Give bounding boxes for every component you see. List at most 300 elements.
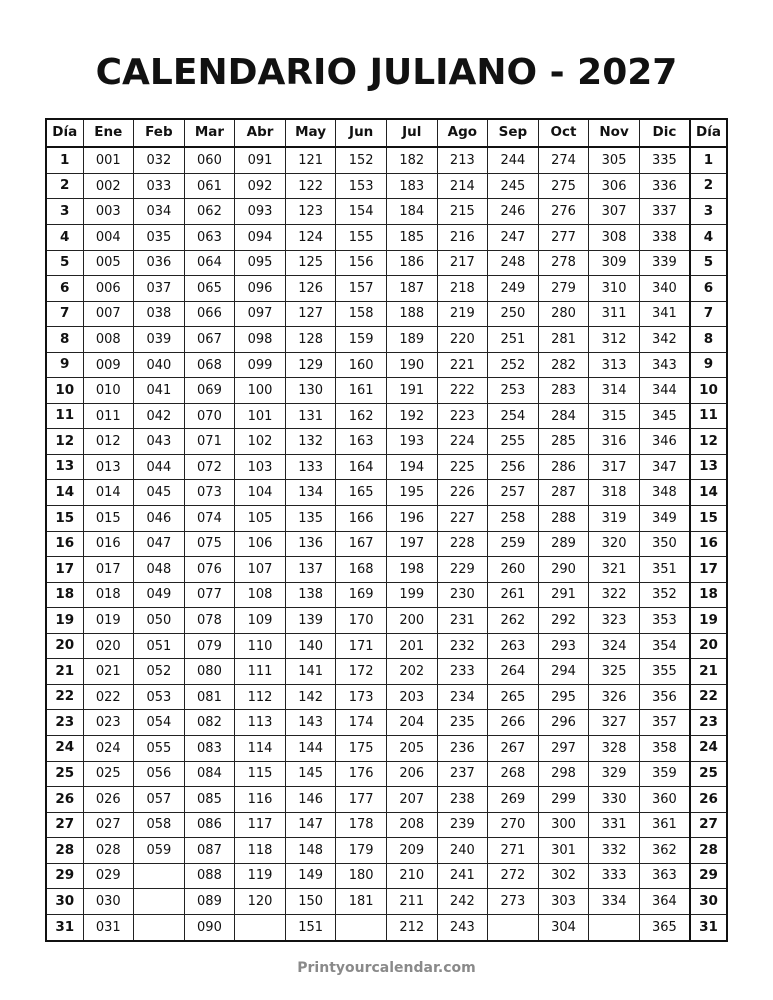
table-row: [46, 838, 727, 864]
julian-day-cell: 289: [538, 531, 589, 557]
julian-day-cell: 126: [285, 276, 336, 302]
julian-day-cell: 326: [589, 684, 640, 710]
julian-day-cell: 052: [134, 659, 185, 685]
julian-day-cell: 221: [437, 352, 488, 378]
julian-day-cell: 308: [589, 225, 640, 251]
table-row: [46, 199, 727, 225]
julian-day-cell: 242: [437, 889, 488, 915]
julian-day-cell: 177: [336, 787, 387, 813]
table-row: [46, 327, 727, 353]
day-number-cell: 5: [46, 250, 83, 276]
header-cell-nov: Nov: [589, 119, 640, 147]
julian-day-cell: 330: [589, 787, 640, 813]
julian-day-cell: 296: [538, 710, 589, 736]
julian-day-cell: 290: [538, 557, 589, 583]
julian-day-cell: 355: [639, 659, 690, 685]
julian-day-cell: 139: [285, 608, 336, 634]
julian-day-cell: 226: [437, 480, 488, 506]
julian-day-cell: 128: [285, 327, 336, 353]
day-number-cell: 19: [690, 608, 727, 634]
julian-day-cell: 021: [83, 659, 134, 685]
header-cell-day: Día: [46, 119, 83, 147]
julian-day-cell: 223: [437, 403, 488, 429]
julian-day-cell: 287: [538, 480, 589, 506]
julian-day-cell: 192: [386, 403, 437, 429]
day-number-cell: 23: [690, 710, 727, 736]
julian-day-cell: 164: [336, 454, 387, 480]
julian-day-cell: 214: [437, 173, 488, 199]
julian-day-cell: 244: [488, 147, 539, 173]
julian-day-cell: 036: [134, 250, 185, 276]
julian-day-cell: 312: [589, 327, 640, 353]
julian-day-cell: 004: [83, 225, 134, 251]
day-number-cell: 10: [690, 378, 727, 404]
julian-day-cell: 190: [386, 352, 437, 378]
julian-day-cell: 328: [589, 735, 640, 761]
julian-day-cell: 157: [336, 276, 387, 302]
julian-day-cell: 299: [538, 787, 589, 813]
julian-day-cell: 151: [285, 914, 336, 941]
julian-day-cell: 091: [235, 147, 286, 173]
julian-day-cell: 102: [235, 429, 286, 455]
julian-day-cell: 107: [235, 557, 286, 583]
julian-day-cell: 325: [589, 659, 640, 685]
julian-day-cell: 117: [235, 812, 286, 838]
julian-day-cell: 305: [589, 147, 640, 173]
julian-day-cell: 259: [488, 531, 539, 557]
julian-day-cell: 249: [488, 276, 539, 302]
julian-day-cell: 204: [386, 710, 437, 736]
julian-day-cell: 185: [386, 225, 437, 251]
julian-day-cell: 274: [538, 147, 589, 173]
julian-day-cell: 277: [538, 225, 589, 251]
julian-day-cell: 188: [386, 301, 437, 327]
table-row: [46, 454, 727, 480]
julian-day-cell: 088: [184, 863, 235, 889]
day-number-cell: 1: [690, 147, 727, 173]
day-number-cell: 6: [46, 276, 83, 302]
julian-day-cell: 120: [235, 889, 286, 915]
julian-day-cell: 124: [285, 225, 336, 251]
table-row: [46, 914, 727, 941]
day-number-cell: 1: [46, 147, 83, 173]
julian-day-cell: 340: [639, 276, 690, 302]
julian-day-cell: 122: [285, 173, 336, 199]
julian-day-cell: 002: [83, 173, 134, 199]
julian-calendar-table: [45, 118, 728, 942]
day-number-cell: 12: [46, 429, 83, 455]
julian-day-cell: 245: [488, 173, 539, 199]
julian-day-cell: 253: [488, 378, 539, 404]
julian-day-cell: 109: [235, 608, 286, 634]
julian-day-cell: 295: [538, 684, 589, 710]
julian-day-cell: 096: [235, 276, 286, 302]
julian-day-cell: 240: [437, 838, 488, 864]
julian-day-cell: 072: [184, 454, 235, 480]
julian-day-cell: 362: [639, 838, 690, 864]
julian-day-cell: 251: [488, 327, 539, 353]
julian-day-cell: 197: [386, 531, 437, 557]
julian-day-cell: 319: [589, 506, 640, 532]
header-cell-feb: Feb: [134, 119, 185, 147]
julian-day-cell: 061: [184, 173, 235, 199]
julian-day-cell: 220: [437, 327, 488, 353]
julian-day-cell: 238: [437, 787, 488, 813]
table-row: [46, 225, 727, 251]
julian-day-cell: 038: [134, 301, 185, 327]
julian-day-cell: 205: [386, 735, 437, 761]
day-number-cell: 30: [46, 889, 83, 915]
table-row: [46, 531, 727, 557]
julian-day-cell: 150: [285, 889, 336, 915]
julian-day-cell: 037: [134, 276, 185, 302]
table-row: [46, 276, 727, 302]
julian-day-cell: 288: [538, 506, 589, 532]
julian-day-cell: 166: [336, 506, 387, 532]
day-number-cell: 15: [690, 506, 727, 532]
day-number-cell: 18: [46, 582, 83, 608]
table-row: [46, 812, 727, 838]
julian-day-cell: 118: [235, 838, 286, 864]
julian-day-cell: 216: [437, 225, 488, 251]
julian-day-cell: 087: [184, 838, 235, 864]
julian-day-cell: 349: [639, 506, 690, 532]
julian-day-cell: 237: [437, 761, 488, 787]
julian-day-cell: 008: [83, 327, 134, 353]
day-number-cell: 3: [690, 199, 727, 225]
julian-day-cell: 017: [83, 557, 134, 583]
julian-day-cell: 160: [336, 352, 387, 378]
julian-day-cell: 292: [538, 608, 589, 634]
julian-day-cell: 132: [285, 429, 336, 455]
julian-day-cell: 049: [134, 582, 185, 608]
julian-day-cell: 134: [285, 480, 336, 506]
julian-day-cell: 337: [639, 199, 690, 225]
julian-day-cell: 140: [285, 633, 336, 659]
header-cell-day-right: Día: [690, 119, 727, 147]
julian-day-cell: 351: [639, 557, 690, 583]
julian-day-cell: 009: [83, 352, 134, 378]
julian-day-cell: 099: [235, 352, 286, 378]
julian-day-cell: 285: [538, 429, 589, 455]
table-row: [46, 557, 727, 583]
table-row: [46, 889, 727, 915]
julian-day-cell: 119: [235, 863, 286, 889]
julian-day-cell: 246: [488, 199, 539, 225]
julian-day-cell: 093: [235, 199, 286, 225]
day-number-cell: 14: [46, 480, 83, 506]
julian-day-cell: 066: [184, 301, 235, 327]
julian-day-cell: 114: [235, 735, 286, 761]
julian-day-cell: 155: [336, 225, 387, 251]
julian-day-cell: 304: [538, 914, 589, 941]
julian-day-cell: 279: [538, 276, 589, 302]
julian-day-cell: 293: [538, 633, 589, 659]
day-number-cell: 14: [690, 480, 727, 506]
julian-day-cell: 065: [184, 276, 235, 302]
julian-day-cell: 280: [538, 301, 589, 327]
julian-day-cell: 267: [488, 735, 539, 761]
julian-day-cell: 024: [83, 735, 134, 761]
julian-day-cell: 028: [83, 838, 134, 864]
julian-day-cell: 264: [488, 659, 539, 685]
julian-day-cell: 013: [83, 454, 134, 480]
julian-day-cell: 344: [639, 378, 690, 404]
julian-day-cell: 350: [639, 531, 690, 557]
julian-day-cell: 154: [336, 199, 387, 225]
julian-day-cell: 232: [437, 633, 488, 659]
header-cell-jun: Jun: [336, 119, 387, 147]
julian-day-cell: 248: [488, 250, 539, 276]
julian-day-cell: 212: [386, 914, 437, 941]
julian-day-cell: 121: [285, 147, 336, 173]
day-number-cell: 20: [46, 633, 83, 659]
julian-day-cell: 233: [437, 659, 488, 685]
day-number-cell: 8: [690, 327, 727, 353]
julian-day-cell: 106: [235, 531, 286, 557]
julian-day-cell: 031: [83, 914, 134, 941]
day-number-cell: 28: [46, 838, 83, 864]
julian-day-cell: 359: [639, 761, 690, 787]
day-number-cell: 29: [690, 863, 727, 889]
julian-day-cell: 266: [488, 710, 539, 736]
julian-day-cell: 068: [184, 352, 235, 378]
julian-day-cell: 278: [538, 250, 589, 276]
julian-day-cell: 040: [134, 352, 185, 378]
julian-day-cell: 060: [184, 147, 235, 173]
julian-day-cell: 086: [184, 812, 235, 838]
julian-day-cell: 224: [437, 429, 488, 455]
julian-day-cell: 281: [538, 327, 589, 353]
day-number-cell: 23: [46, 710, 83, 736]
julian-day-cell: [336, 914, 387, 941]
julian-day-cell: 073: [184, 480, 235, 506]
julian-day-cell: 080: [184, 659, 235, 685]
julian-day-cell: 263: [488, 633, 539, 659]
julian-day-cell: 152: [336, 147, 387, 173]
julian-day-cell: 252: [488, 352, 539, 378]
julian-day-cell: 019: [83, 608, 134, 634]
julian-day-cell: 145: [285, 761, 336, 787]
julian-day-cell: 283: [538, 378, 589, 404]
julian-day-cell: 247: [488, 225, 539, 251]
day-number-cell: 18: [690, 582, 727, 608]
julian-day-cell: 332: [589, 838, 640, 864]
day-number-cell: 19: [46, 608, 83, 634]
julian-day-cell: 314: [589, 378, 640, 404]
julian-day-cell: 255: [488, 429, 539, 455]
julian-day-cell: 094: [235, 225, 286, 251]
julian-day-cell: 335: [639, 147, 690, 173]
julian-day-cell: 282: [538, 352, 589, 378]
julian-day-cell: 229: [437, 557, 488, 583]
day-number-cell: 25: [46, 761, 83, 787]
julian-day-cell: 044: [134, 454, 185, 480]
julian-day-cell: 143: [285, 710, 336, 736]
julian-day-cell: 084: [184, 761, 235, 787]
julian-day-cell: 187: [386, 276, 437, 302]
julian-day-cell: 156: [336, 250, 387, 276]
julian-day-cell: 206: [386, 761, 437, 787]
julian-day-cell: 082: [184, 710, 235, 736]
footer-brand: Printyourcalendar.com: [297, 960, 476, 976]
header-cell-ago: Ago: [437, 119, 488, 147]
table-row: [46, 147, 727, 173]
julian-day-cell: 149: [285, 863, 336, 889]
julian-day-cell: 303: [538, 889, 589, 915]
julian-day-cell: 333: [589, 863, 640, 889]
julian-day-cell: 189: [386, 327, 437, 353]
day-number-cell: 21: [46, 659, 83, 685]
julian-day-cell: 131: [285, 403, 336, 429]
julian-day-cell: 076: [184, 557, 235, 583]
julian-day-cell: 053: [134, 684, 185, 710]
julian-day-cell: 045: [134, 480, 185, 506]
julian-day-cell: 184: [386, 199, 437, 225]
header-cell-may: May: [285, 119, 336, 147]
table-row: [46, 659, 727, 685]
julian-day-cell: 211: [386, 889, 437, 915]
julian-day-cell: 291: [538, 582, 589, 608]
julian-day-cell: 170: [336, 608, 387, 634]
julian-day-cell: 225: [437, 454, 488, 480]
julian-day-cell: 046: [134, 506, 185, 532]
julian-day-cell: 103: [235, 454, 286, 480]
julian-day-cell: 338: [639, 225, 690, 251]
julian-day-cell: [134, 889, 185, 915]
julian-day-cell: 147: [285, 812, 336, 838]
julian-day-cell: 074: [184, 506, 235, 532]
julian-day-cell: 200: [386, 608, 437, 634]
julian-day-cell: 353: [639, 608, 690, 634]
julian-day-cell: 047: [134, 531, 185, 557]
day-number-cell: 22: [46, 684, 83, 710]
day-number-cell: 7: [46, 301, 83, 327]
table-row: [46, 403, 727, 429]
day-number-cell: 2: [690, 173, 727, 199]
julian-day-cell: 001: [83, 147, 134, 173]
julian-day-cell: 081: [184, 684, 235, 710]
julian-day-cell: 078: [184, 608, 235, 634]
day-number-cell: 31: [690, 914, 727, 941]
julian-day-cell: 196: [386, 506, 437, 532]
julian-day-cell: 123: [285, 199, 336, 225]
julian-day-cell: 062: [184, 199, 235, 225]
julian-day-cell: 231: [437, 608, 488, 634]
day-number-cell: 2: [46, 173, 83, 199]
julian-day-cell: 284: [538, 403, 589, 429]
julian-day-cell: 059: [134, 838, 185, 864]
julian-day-cell: 064: [184, 250, 235, 276]
julian-day-cell: 129: [285, 352, 336, 378]
julian-day-cell: 137: [285, 557, 336, 583]
julian-day-cell: 110: [235, 633, 286, 659]
table-row: [46, 506, 727, 532]
julian-day-cell: 171: [336, 633, 387, 659]
julian-day-cell: 183: [386, 173, 437, 199]
table-row: [46, 633, 727, 659]
julian-day-cell: 234: [437, 684, 488, 710]
day-number-cell: 8: [46, 327, 83, 353]
table-row: [46, 787, 727, 813]
julian-day-cell: 168: [336, 557, 387, 583]
julian-day-cell: [488, 914, 539, 941]
julian-day-cell: [134, 914, 185, 941]
day-number-cell: 17: [46, 557, 83, 583]
julian-day-cell: 320: [589, 531, 640, 557]
julian-day-cell: 020: [83, 633, 134, 659]
calendar-body: [46, 147, 727, 941]
julian-day-cell: 201: [386, 633, 437, 659]
julian-day-cell: 346: [639, 429, 690, 455]
julian-day-cell: 218: [437, 276, 488, 302]
julian-day-cell: 341: [639, 301, 690, 327]
header-cell-jul: Jul: [386, 119, 437, 147]
julian-day-cell: 215: [437, 199, 488, 225]
day-number-cell: 24: [46, 735, 83, 761]
julian-day-cell: 159: [336, 327, 387, 353]
day-number-cell: 4: [46, 225, 83, 251]
julian-day-cell: 311: [589, 301, 640, 327]
julian-day-cell: 032: [134, 147, 185, 173]
julian-day-cell: 317: [589, 454, 640, 480]
header-cell-mar: Mar: [184, 119, 235, 147]
table-row: [46, 761, 727, 787]
day-number-cell: 4: [690, 225, 727, 251]
julian-day-cell: 217: [437, 250, 488, 276]
julian-day-cell: 257: [488, 480, 539, 506]
julian-day-cell: 198: [386, 557, 437, 583]
julian-day-cell: 111: [235, 659, 286, 685]
julian-day-cell: 307: [589, 199, 640, 225]
header-cell-ene: Ene: [83, 119, 134, 147]
julian-day-cell: 006: [83, 276, 134, 302]
julian-day-cell: 010: [83, 378, 134, 404]
julian-day-cell: 209: [386, 838, 437, 864]
julian-day-cell: 334: [589, 889, 640, 915]
julian-day-cell: 207: [386, 787, 437, 813]
julian-day-cell: 116: [235, 787, 286, 813]
day-number-cell: 9: [690, 352, 727, 378]
table-row: [46, 608, 727, 634]
julian-day-cell: 358: [639, 735, 690, 761]
day-number-cell: 16: [690, 531, 727, 557]
julian-day-cell: 011: [83, 403, 134, 429]
julian-day-cell: 050: [134, 608, 185, 634]
header-cell-dic: Dic: [639, 119, 690, 147]
julian-day-cell: 041: [134, 378, 185, 404]
julian-day-cell: 322: [589, 582, 640, 608]
julian-day-cell: 095: [235, 250, 286, 276]
julian-day-cell: 027: [83, 812, 134, 838]
julian-day-cell: 067: [184, 327, 235, 353]
julian-day-cell: 022: [83, 684, 134, 710]
julian-day-cell: 090: [184, 914, 235, 941]
julian-day-cell: 199: [386, 582, 437, 608]
julian-day-cell: 336: [639, 173, 690, 199]
julian-day-cell: 268: [488, 761, 539, 787]
julian-day-cell: 210: [386, 863, 437, 889]
julian-day-cell: 354: [639, 633, 690, 659]
day-number-cell: 26: [690, 787, 727, 813]
day-number-cell: 15: [46, 506, 83, 532]
julian-day-cell: 294: [538, 659, 589, 685]
table-row: [46, 250, 727, 276]
julian-day-cell: 256: [488, 454, 539, 480]
julian-day-cell: 127: [285, 301, 336, 327]
julian-day-cell: 269: [488, 787, 539, 813]
julian-day-cell: 071: [184, 429, 235, 455]
